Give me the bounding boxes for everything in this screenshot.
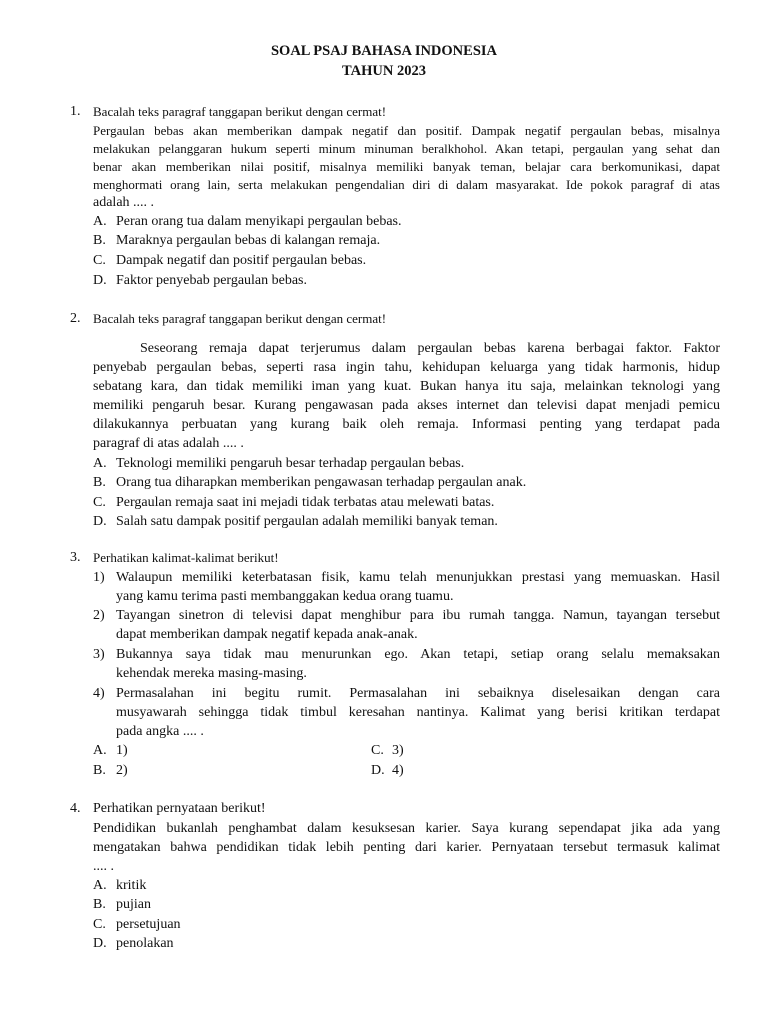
option-text: Pergaulan remaja saat ini mejadi tidak terbatas atau melewati batas. <box>116 495 495 510</box>
passage-line: memiliki pengaruh besar. Kurang pengawasan pada akses internet dan televisi dapat menjadi pemicu <box>93 398 720 413</box>
question-number: 1. <box>70 104 81 119</box>
option-letter: C. <box>93 495 106 510</box>
item-line: pada angka .... . <box>116 724 204 739</box>
passage-line: .... . <box>93 859 114 874</box>
option-text: Salah satu dampak positif pergaulan adalah memiliki banyak teman. <box>116 514 498 529</box>
item-line: Tayangan sinetron di televisi dapat menghibur para ibu rumah tangga. Namun, tayangan tersebut <box>116 608 720 623</box>
exam-title: SOAL PSAJ BAHASA INDONESIA <box>270 43 498 59</box>
option-text: Faktor penyebab pergaulan bebas. <box>116 273 308 288</box>
option-letter: D. <box>371 763 385 778</box>
exam-year: TAHUN 2023 <box>342 63 426 79</box>
passage-line: paragraf di atas adalah .... . <box>93 436 244 451</box>
item-line: yang kamu terima pasti membanggakan kedua orang tuamu. <box>116 589 454 604</box>
passage-line: Pergaulan bebas akan memberikan dampak negatif dan positif. Dampak negatif pergaulan bebas, misalnya <box>93 123 720 138</box>
option-text: Maraknya pergaulan bebas di kalangan remaja. <box>116 233 381 248</box>
item-number: 1) <box>93 570 105 585</box>
option-letter: A. <box>93 743 107 758</box>
passage-line: menghormati orang lain, serta melakukan pengendalian diri di dalam masyarakat. Ide pokok paragraf di atas <box>93 177 720 192</box>
question-instruction: Perhatikan kalimat-kalimat berikut! <box>93 550 279 565</box>
option-text: 2) <box>116 763 128 778</box>
option-letter: C. <box>371 743 384 758</box>
option-text: 1) <box>116 743 128 758</box>
passage-line: melakukan pelanggaran hukum seperti minum minuman beralkhohol. Akan tetapi, pergaulan yang sehat dan <box>93 141 720 156</box>
option-text: Teknologi memiliki pengaruh besar terhadap pergaulan bebas. <box>116 456 465 471</box>
passage-line: benar akan memberikan nilai positif, misalnya memiliki banyak teman, belajar cara berkomunikasi, dapat <box>93 159 720 174</box>
option-letter: B. <box>93 233 106 248</box>
option-letter: D. <box>93 936 107 951</box>
option-letter: C. <box>93 253 106 268</box>
item-line: dapat memberikan dampak negatif kepada anak-anak. <box>116 627 418 642</box>
option-text: persetujuan <box>116 917 181 932</box>
option-text: Peran orang tua dalam menyikapi pergaulan bebas. <box>116 214 402 229</box>
item-number: 4) <box>93 686 105 701</box>
passage-line: Pendidikan bukanlah penghambat dalam kesuksesan karier. Saya kurang sependapat jika ada yang <box>93 821 720 836</box>
option-letter: A. <box>93 214 107 229</box>
option-letter: B. <box>93 897 106 912</box>
item-line: musyawarah sehingga tidak timbul keresahan nantinya. Kalimat yang berisi kritikan terdapat <box>116 705 720 720</box>
item-line: Permasalahan ini begitu rumit. Permasalahan ini sebaiknya diselesaikan dengan cara <box>116 686 720 701</box>
item-number: 2) <box>93 608 105 623</box>
option-text: Orang tua diharapkan memberikan pengawasan terhadap pergaulan anak. <box>116 475 527 490</box>
item-number: 3) <box>93 647 105 662</box>
passage-line: Seseorang remaja dapat terjerumus dalam pergaulan bebas karena berbagai faktor. Faktor <box>140 341 720 356</box>
option-letter: A. <box>93 878 107 893</box>
option-letter: C. <box>93 917 106 932</box>
option-letter: D. <box>93 514 107 529</box>
option-text: Dampak negatif dan positif pergaulan bebas. <box>116 253 367 268</box>
option-text: pujian <box>116 897 151 912</box>
question-number: 4. <box>70 801 81 816</box>
question-number: 2. <box>70 311 81 326</box>
item-line: kehendak mereka masing-masing. <box>116 666 307 681</box>
item-line: Bukannya saya tidak mau menurunkan ego. Akan tetapi, setiap orang selalu memaksakan <box>116 647 720 662</box>
passage-line: adalah .... . <box>93 195 155 210</box>
option-letter: A. <box>93 456 107 471</box>
option-text: penolakan <box>116 936 174 951</box>
option-text: 4) <box>392 763 404 778</box>
question-instruction: Bacalah teks paragraf tanggapan berikut dengan cermat! <box>93 104 387 119</box>
item-line: Walaupun memiliki keterbatasan fisik, kamu telah menunjukkan prestasi yang memuaskan. Hasil <box>116 570 720 585</box>
option-letter: D. <box>93 273 107 288</box>
option-text: 3) <box>392 743 404 758</box>
question-number: 3. <box>70 550 81 565</box>
option-letter: B. <box>93 763 106 778</box>
question-instruction: Bacalah teks paragraf tanggapan berikut dengan cermat! <box>93 311 387 326</box>
question-instruction: Perhatikan pernyataan berikut! <box>93 801 266 816</box>
passage-line: sebatang kara, dan tidak memiliki iman yang kuat. Bukan hanya itu saja, melainkan teknologi yang <box>93 379 720 394</box>
passage-line: dilakukannya perbuatan yang kurang baik oleh remaja. Informasi penting yang terdapat pada <box>93 417 720 432</box>
passage-line: penyebab pergaulan bebas, seperti rasa ingin tahu, kehidupan keluarga yang tidak harmonis, hidup <box>93 360 720 375</box>
passage-line: mengatakan bahwa pendidikan tidak lebih penting dari karier. Pernyataan tersebut termasuk kalimat <box>93 840 720 855</box>
option-letter: B. <box>93 475 106 490</box>
option-text: kritik <box>116 878 147 893</box>
